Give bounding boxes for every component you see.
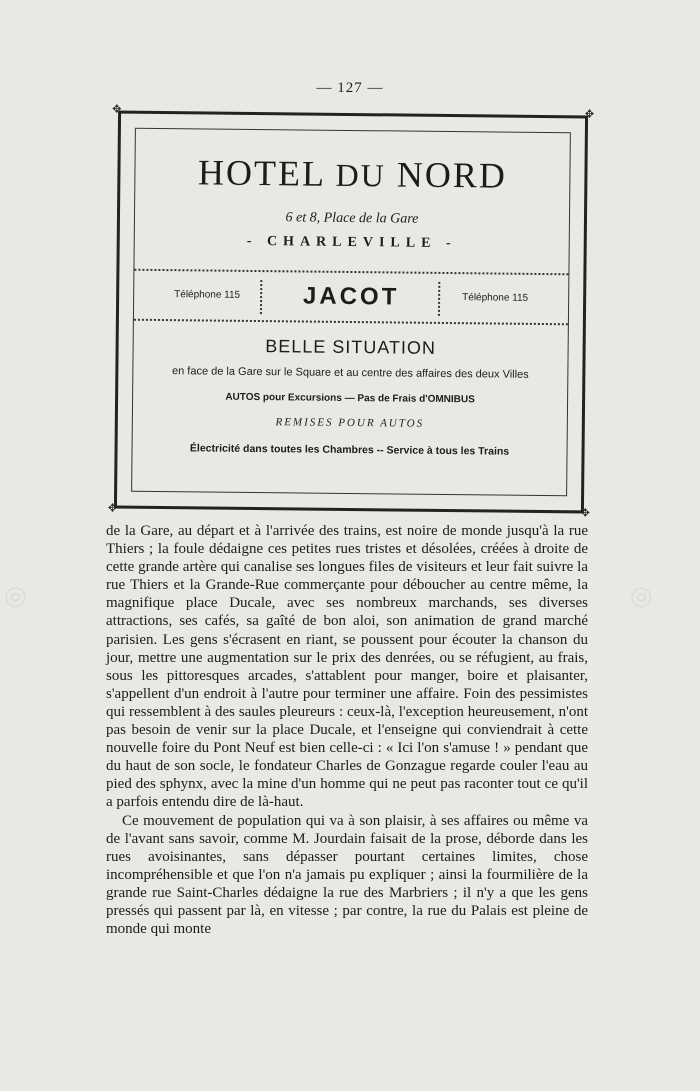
hotel-name-part: HOTEL <box>197 152 325 194</box>
watermark-icon: ◎ <box>4 580 27 610</box>
corner-ornament-icon: ✥ <box>580 507 590 520</box>
body-text <box>106 522 588 938</box>
watermark-icon: ◎ <box>630 580 653 610</box>
hotel-advertisement <box>107 103 595 520</box>
hotel-name-part: NORD <box>396 154 508 196</box>
paragraph: de la Gare, au départ et à l'arrivée des trains, est noire de monde jusqu'à la rue Thiers ; la foule dédaigne ces petites rues tristes et désolées, créées à droite de cette grande artère qui canalise ses longues files de visiteurs et leur fait suivre la rue Thiers et la Grande-Rue commerçante pour déboucher au centre même, la magnifique place Ducale, avec ses nombreux marchands, ses diverses attractions, ses cafés, sa gaîté de bon aloi, son animation de grand marché parisien. Les gens s'écrasent en riant, se poussent pour écouter la chanson du jour, mettre une augmentation sur le prix des denrées, ou se réfugient, au frais, sous les pittoresques arcades, s'attablent pour manger, boire et plaisanter, s'appellent d'un endroit à l'autre pour terminer une affaire. Foin des pessimistes qui ressemblent à des saules pleureurs : ceux-là, l'exception heureusement, n'ont pas besoin de venir sur la place Ducale, et l'enseigne qui conviendrait à cette nouvelle foire du Pont Neuf est bien celle-ci : « Ici l'on s'amuse ! » pendant que du haut de son socle, le fondateur Charles de Gonzague regarde couler l'eau au pied des sphynx, avec la mine d'un homme qui ne peut pas raconter tout ce qu'il a parfois entendu dire de là-haut. <box>106 523 588 811</box>
advertisement-inner-frame <box>131 128 571 497</box>
page-number: — 127 — <box>316 80 384 96</box>
ad-line-location: en face de la Gare sur le Square et au centre des affaires des deux Villes <box>171 365 529 381</box>
paragraph: Ce mouvement de population qui va à son plaisir, à ses affaires ou même va de l'avant sans savoir, comme M. Jourdain faisait de la prose, déborde dans les rues avoisinantes, sans dépasser pourtant certaines limites, chose incompréhensible et que l'on n'a jamais pu expliquer ; ainsi la fourmilière de la grande rue Saint-Charles dédaigne la rue des Marbriers ; il n'y a que les gens pressés qui passent par là, en vitesse ; par contre, la rue du Palais est pleine de monde qui monte <box>106 812 588 938</box>
dotted-divider <box>134 319 568 326</box>
ad-line-remises: REMISES POUR AUTOS <box>275 416 425 430</box>
phone-right: Téléphone 115 <box>462 292 529 304</box>
hotel-name-part: DU <box>335 156 387 194</box>
corner-ornament-icon: ✥ <box>584 108 595 121</box>
proprietor-row <box>134 275 568 320</box>
ad-line-autos: AUTOS pour Excursions — Pas de Frais d'OMNIBUS <box>225 391 475 406</box>
hotel-address: 6 et 8, Place de la Gare <box>285 210 419 227</box>
ad-headline: BELLE SITUATION <box>265 336 437 358</box>
phone-left: Téléphone 115 <box>174 289 241 301</box>
proprietor-name: JACOT <box>302 282 400 311</box>
corner-ornament-icon: ✥ <box>112 103 122 116</box>
ad-line-services: Électricité dans toutes les Chambres -- Service à tous les Trains <box>189 442 510 458</box>
corner-ornament-icon: ✥ <box>107 502 118 515</box>
hotel-name <box>135 151 569 198</box>
hotel-city: - CHARLEVILLE - <box>246 233 457 252</box>
vertical-divider <box>438 282 440 316</box>
dotted-divider <box>134 269 568 276</box>
